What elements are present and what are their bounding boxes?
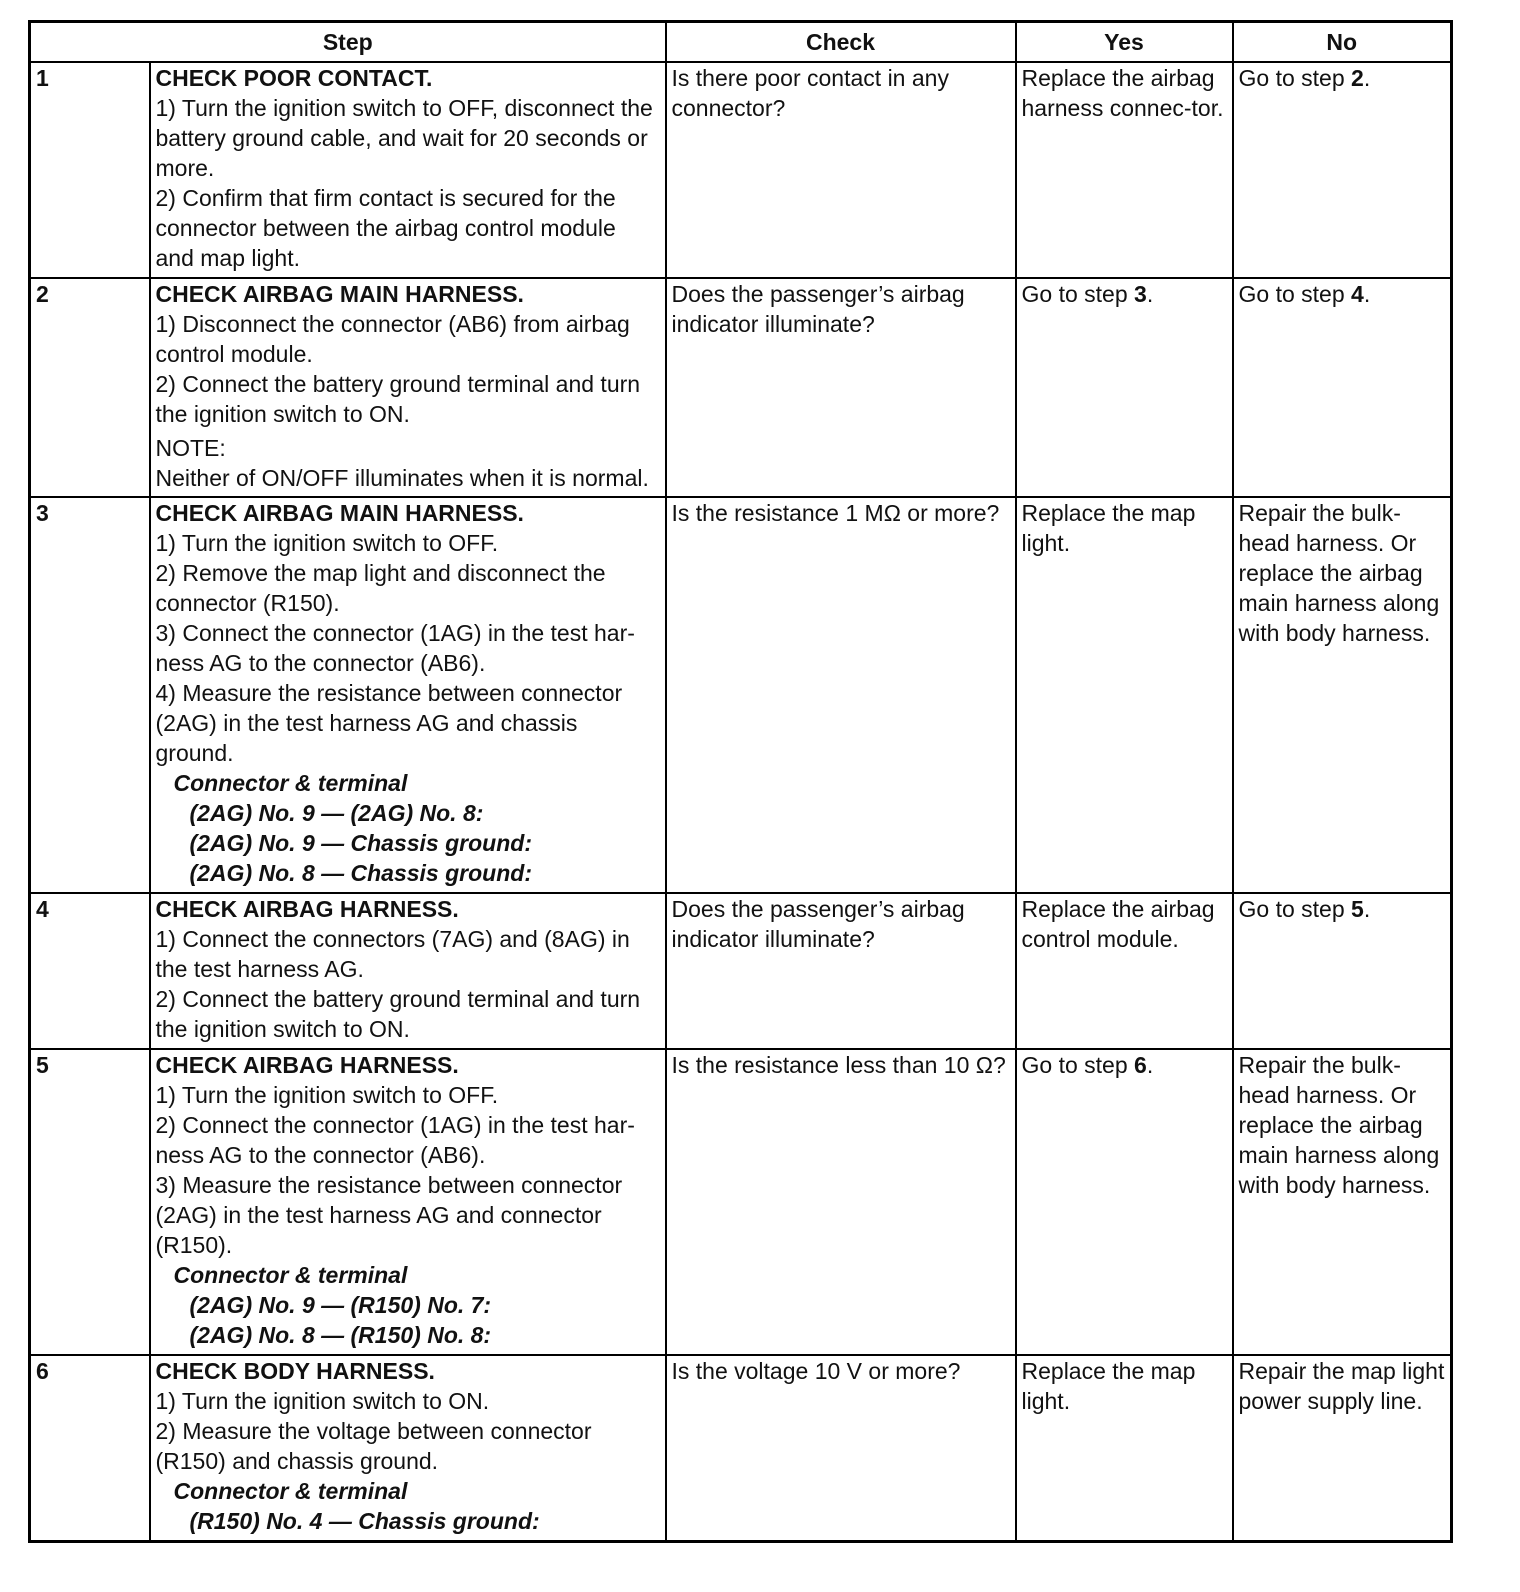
step-procedure	[150, 278, 666, 497]
procedure-line: 1) Connect the connectors (7AG) and (8AG) in the test harness AG.	[155, 926, 630, 982]
step-procedure	[150, 62, 666, 278]
header-no: No	[1233, 22, 1452, 63]
step-title: CHECK POOR CONTACT.	[155, 65, 433, 91]
step-procedure	[150, 1355, 666, 1541]
diagnostic-table	[28, 20, 1453, 1543]
header-check: Check	[666, 22, 1016, 63]
check-cell: Is the resistance 1 MΩ or more?	[666, 497, 1016, 893]
no-text: Go to step	[1238, 65, 1352, 91]
no-text-end: .	[1363, 281, 1371, 307]
header-step: Step	[30, 22, 666, 63]
no-cell: Repair the bulk-head harness. Or replace the airbag main harness along with body harness.	[1233, 497, 1452, 893]
connector-terminal-label: Connector & terminal	[173, 770, 408, 796]
step-link: 4	[1351, 281, 1364, 307]
step-title: CHECK BODY HARNESS.	[155, 1358, 435, 1384]
no-cell: Repair the bulk-head harness. Or replace the airbag main harness along with body harness.	[1233, 1049, 1452, 1355]
note-text: Neither of ON/OFF illuminates when it is normal.	[155, 465, 649, 491]
header-yes: Yes	[1016, 22, 1233, 63]
connector-terminal-item: (2AG) No. 9 — (2AG) No. 8:	[189, 800, 484, 826]
procedure-line: 1) Disconnect the connector (AB6) from airbag control module.	[155, 311, 630, 367]
connector-terminal-item: (2AG) No. 9 — Chassis ground:	[189, 830, 532, 856]
step-row	[30, 497, 1452, 893]
connector-terminal-item: (R150) No. 4 — Chassis ground:	[189, 1508, 540, 1534]
yes-cell	[1016, 1049, 1233, 1355]
step-number: 1	[30, 62, 150, 278]
yes-text: Go to step	[1021, 1052, 1135, 1078]
yes-text-end: .	[1146, 1052, 1154, 1078]
yes-cell: Replace the airbag harness connec-tor.	[1016, 62, 1233, 278]
procedure-line: 1) Turn the ignition switch to ON.	[155, 1388, 490, 1414]
procedure-line: 1) Turn the ignition switch to OFF.	[155, 1082, 499, 1108]
step-number: 6	[30, 1355, 150, 1541]
step-link: 5	[1351, 896, 1364, 922]
step-row	[30, 62, 1452, 278]
step-row	[30, 1049, 1452, 1355]
procedure-line: 2) Connect the connector (1AG) in the test har-ness AG to the connector (AB6).	[155, 1112, 635, 1168]
no-cell	[1233, 278, 1452, 497]
procedure-line: 2) Connect the battery ground terminal and turn the ignition switch to ON.	[155, 986, 641, 1042]
procedure-line: 2) Remove the map light and disconnect the connector (R150).	[155, 560, 606, 616]
step-title: CHECK AIRBAG MAIN HARNESS.	[155, 500, 524, 526]
yes-cell	[1016, 278, 1233, 497]
step-link: 2	[1351, 65, 1364, 91]
yes-cell: Replace the airbag control module.	[1016, 893, 1233, 1049]
no-cell	[1233, 62, 1452, 278]
step-number: 5	[30, 1049, 150, 1355]
step-number: 2	[30, 278, 150, 497]
connector-terminal-label: Connector & terminal	[173, 1478, 408, 1504]
step-title: CHECK AIRBAG HARNESS.	[155, 1052, 459, 1078]
procedure-line: 1) Turn the ignition switch to OFF, disconnect the battery ground cable, and wait for 20 seconds or more.	[155, 95, 653, 181]
procedure-line: 2) Measure the voltage between connector (R150) and chassis ground.	[155, 1418, 592, 1474]
connector-terminal-item: (2AG) No. 8 — Chassis ground:	[189, 860, 532, 886]
connector-terminal-label: Connector & terminal	[173, 1262, 408, 1288]
step-number: 3	[30, 497, 150, 893]
step-link: 6	[1134, 1052, 1147, 1078]
step-title: CHECK AIRBAG MAIN HARNESS.	[155, 281, 524, 307]
step-procedure	[150, 893, 666, 1049]
connector-terminal-item: (2AG) No. 9 — (R150) No. 7:	[189, 1292, 492, 1318]
no-cell	[1233, 893, 1452, 1049]
step-number: 4	[30, 893, 150, 1049]
procedure-line: 3) Connect the connector (1AG) in the test har-ness AG to the connector (AB6).	[155, 620, 635, 676]
procedure-line: 2) Confirm that firm contact is secured for the connector between the airbag control module and map light.	[155, 185, 616, 271]
no-text: Go to step	[1238, 896, 1352, 922]
no-text-end: .	[1363, 896, 1371, 922]
procedure-line: 2) Connect the battery ground terminal and turn the ignition switch to ON.	[155, 371, 641, 427]
check-cell: Is the resistance less than 10 Ω?	[666, 1049, 1016, 1355]
yes-text: Go to step	[1021, 281, 1135, 307]
step-procedure	[150, 497, 666, 893]
step-procedure	[150, 1049, 666, 1355]
step-row	[30, 1355, 1452, 1541]
no-text-end: .	[1363, 65, 1371, 91]
header-row	[30, 22, 1452, 63]
no-cell: Repair the map light power supply line.	[1233, 1355, 1452, 1541]
check-cell: Does the passenger’s airbag indicator illuminate?	[666, 893, 1016, 1049]
yes-text-end: .	[1146, 281, 1154, 307]
check-cell: Is there poor contact in any connector?	[666, 62, 1016, 278]
check-cell: Is the voltage 10 V or more?	[666, 1355, 1016, 1541]
yes-cell: Replace the map light.	[1016, 1355, 1233, 1541]
procedure-line: 3) Measure the resistance between connector (2AG) in the test harness AG and connector (R150).	[155, 1172, 623, 1258]
step-row	[30, 893, 1452, 1049]
connector-terminal-item: (2AG) No. 8 — (R150) No. 8:	[189, 1322, 492, 1348]
check-cell: Does the passenger’s airbag indicator illuminate?	[666, 278, 1016, 497]
step-link: 3	[1134, 281, 1147, 307]
step-title: CHECK AIRBAG HARNESS.	[155, 896, 459, 922]
procedure-line: 4) Measure the resistance between connector (2AG) in the test harness AG and chassis ground.	[155, 680, 623, 766]
step-row	[30, 278, 1452, 497]
procedure-line: 1) Turn the ignition switch to OFF.	[155, 530, 499, 556]
no-text: Go to step	[1238, 281, 1352, 307]
note-label: NOTE:	[155, 435, 226, 461]
yes-cell: Replace the map light.	[1016, 497, 1233, 893]
